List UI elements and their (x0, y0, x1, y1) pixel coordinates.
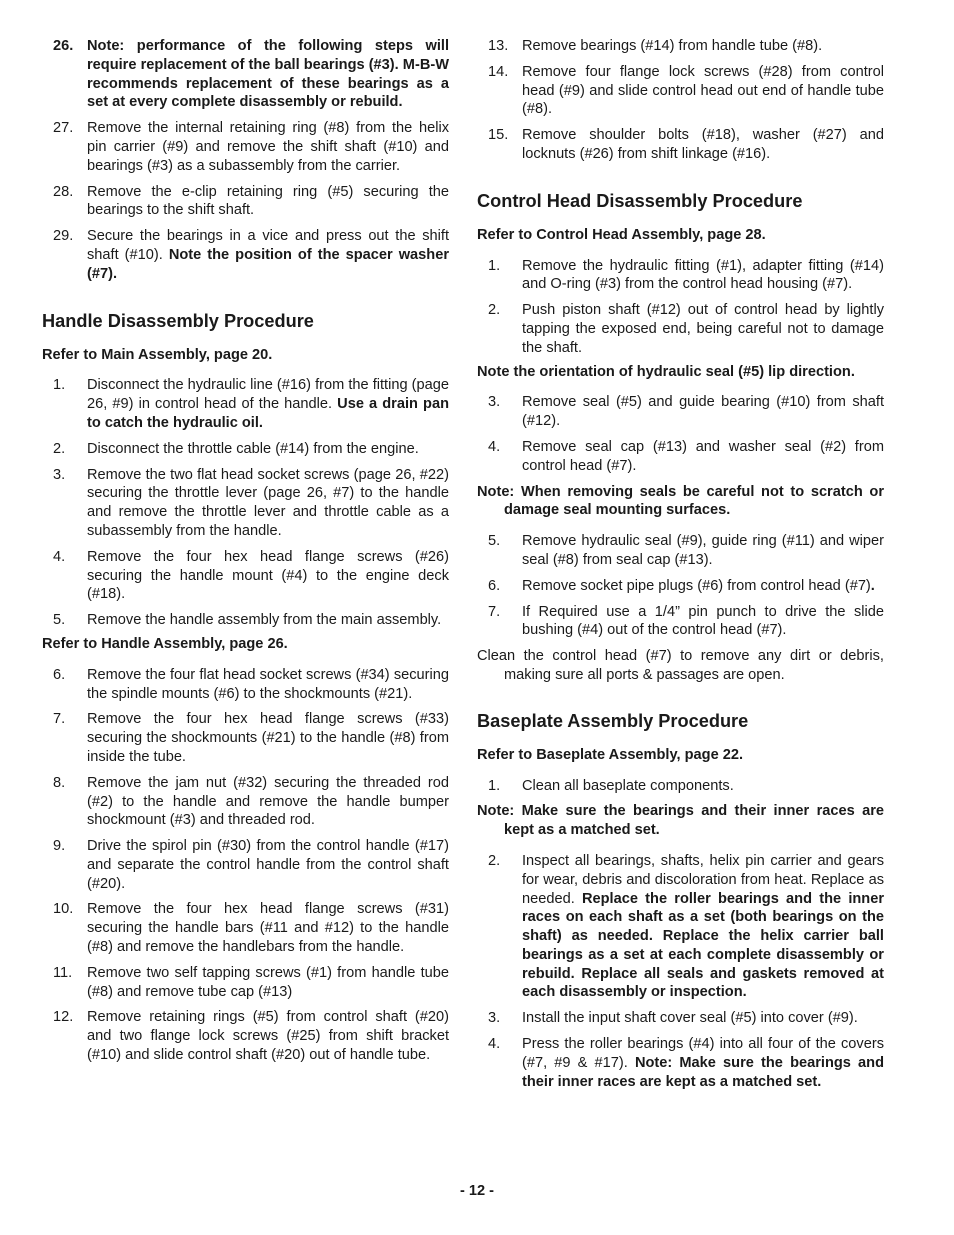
step-text-part: Remove the internal retaining ring (#8) from the helix pin carrier (#9) and remove the shift shaft (#10) and bearings (#3) as a subassembly from the carrier. (87, 120, 449, 174)
step-text-part: Remove the four flat head socket screws (#34) securing the spindle mounts (#6) to the shockmounts (#21). (87, 666, 449, 702)
step-text-part: Drive the spirol pin (#30) from the control handle (#17) and separate the control handle from the control shaft (#20). (87, 838, 449, 892)
step-text (87, 37, 449, 112)
step-text-part: . (870, 577, 875, 594)
step-item (477, 37, 884, 56)
note-bearings: Note: Make sure the bearings and their inner races are kept as a matched set. (477, 803, 884, 839)
step-item (477, 393, 884, 431)
step-number: 3. (488, 394, 501, 411)
step-text-part: Remove bearings (#14) from handle tube (#8). (522, 38, 823, 54)
step-item (42, 964, 449, 1002)
step-item (477, 126, 884, 164)
step-text (87, 119, 449, 175)
step-number: 13. (488, 38, 509, 54)
control-list-a (477, 257, 884, 358)
note-orientation: Note the orientation of hydraulic seal (#5) lip direction. (477, 363, 855, 380)
step-number: 8. (53, 774, 66, 791)
step-text (87, 548, 449, 604)
control-head-heading: Control Head Disassembly Procedure (477, 190, 803, 211)
step-text-part: Remove the handle assembly from the main assembly. (87, 612, 442, 629)
step-text (87, 183, 449, 221)
step-number: 1. (488, 257, 501, 274)
step-number: 7. (488, 603, 501, 620)
step-text (522, 603, 884, 641)
step-number: 11. (53, 964, 73, 981)
step-text (522, 1009, 884, 1028)
step-text (522, 577, 884, 596)
step-text-part: Note: Make sure the bearings and their inner races are kept as a matched set. (522, 1054, 884, 1090)
note-seals: Note: When removing seals be careful not to scratch or damage seal mounting surfaces. (477, 483, 884, 519)
step-number: 1. (53, 377, 66, 394)
step-item (477, 1035, 884, 1091)
step-text (522, 852, 884, 1002)
handle-main-list (42, 376, 449, 630)
step-item (42, 611, 449, 630)
step-item (42, 440, 449, 459)
handle-disassembly-heading: Handle Disassembly Procedure (42, 310, 314, 331)
step-item (42, 466, 449, 541)
step-item (42, 119, 449, 175)
step-text-part: Secure the bearings in a vice and press out the shift shaft (#10). (87, 228, 449, 263)
step-item (42, 666, 449, 704)
page-number: - 12 - (459, 1183, 495, 1199)
step-number: 27. (53, 120, 74, 137)
step-number: 7. (53, 711, 66, 728)
step-text-part: Use a drain pan to catch the hydraulic oil. (87, 396, 449, 431)
step-text (87, 964, 449, 1002)
step-text-part: Remove seal (#5) and guide bearing (#10) from shaft (#12). (522, 394, 884, 430)
step-text (522, 301, 884, 357)
step-text-part: Disconnect the throttle cable (#14) from the engine. (87, 440, 419, 457)
step-number: 26. (53, 38, 74, 54)
ref-main-assembly: Refer to Main Assembly, page 20. (42, 346, 273, 363)
step-item (42, 376, 449, 432)
step-text (522, 438, 884, 476)
step-text (522, 1035, 884, 1091)
step-number: 1. (488, 777, 501, 794)
left-column (42, 37, 449, 1072)
baseplate-list-b (477, 852, 884, 1092)
control-list-c (477, 532, 884, 640)
step-number: 6. (488, 577, 501, 594)
step-number: 2. (53, 440, 66, 457)
step-number: 3. (488, 1010, 501, 1027)
step-number: 5. (488, 533, 501, 550)
step-text-part: Remove socket pipe plugs (#6) from control head (#7) (522, 577, 871, 594)
step-number: 15. (488, 127, 509, 144)
step-text (522, 532, 884, 570)
step-text (522, 37, 884, 56)
step-text (87, 466, 449, 541)
step-item (477, 438, 884, 476)
step-number: 5. (53, 612, 66, 629)
step-item (42, 37, 449, 112)
step-number: 6. (53, 666, 66, 683)
ref-baseplate: Refer to Baseplate Assembly, page 22. (477, 746, 744, 763)
left-top-list (42, 37, 449, 284)
clean-control-head-text: Clean the control head (#7) to remove any dirt or debris, making sure all ports & passages are open. (477, 648, 884, 683)
step-item (42, 774, 449, 830)
step-item (42, 900, 449, 956)
step-text-part: Remove the four hex head flange screws (#33) securing the shockmounts (#21) to the handle (#8) from inside the tube. (87, 711, 449, 765)
step-item (477, 301, 884, 357)
step-item (42, 183, 449, 221)
step-number: 4. (488, 438, 501, 455)
step-text-part: Push piston shaft (#12) out of control head by lightly tapping the exposed end, being careful not to damage the shaft. (522, 302, 884, 356)
step-text-part: Remove retaining rings (#5) from control shaft (#20) and two flange lock screws (#25) from shift bracket (#10) and slide control shaft (#20) out of handle tube. (87, 1009, 449, 1064)
step-text (87, 900, 449, 956)
step-number: 3. (53, 466, 66, 483)
step-text-part: Remove the e-clip retaining ring (#5) securing the bearings to the shift shaft. (87, 183, 449, 219)
step-text-part: Clean all baseplate components. (522, 777, 734, 794)
right-top-list (477, 37, 884, 164)
step-item (477, 577, 884, 596)
step-number: 28. (53, 183, 74, 200)
baseplate-heading: Baseplate Assembly Procedure (477, 710, 749, 731)
baseplate-list-a (477, 777, 884, 796)
handle-steps-list (42, 666, 449, 1065)
step-text-part: Remove seal cap (#13) and washer seal (#2) from control head (#7). (522, 438, 884, 474)
step-number: 4. (53, 548, 66, 565)
step-text-part: Replace the roller bearings and the inner races on each shaft as a set (both bearings on the shaft) as needed. Replace the helix carrier ball bearings as a set at each complete disassembly or rebuild. Replace all seals and gaskets removed at each disassembly or inspection. (522, 890, 884, 1001)
ref-handle-assembly: Refer to Handle Assembly, page 26. (42, 635, 288, 652)
step-text (522, 63, 884, 119)
step-text-part: Install the input shaft cover seal (#5) into cover (#9). (522, 1010, 858, 1027)
step-text (522, 777, 884, 796)
step-text-part: Press the roller bearings (#4) into all four of the covers (#7, #9 & #17). (522, 1036, 884, 1071)
step-item (477, 532, 884, 570)
step-text (522, 257, 884, 295)
step-text-part: Remove four flange lock screws (#28) from control head (#9) and slide control head out end of handle tube (#8). (522, 63, 884, 118)
step-item (42, 710, 449, 766)
step-text-part: Remove the jam nut (#32) securing the threaded rod (#2) to the handle and remove the handle bumper shockmount (#3) and threaded rod. (87, 774, 449, 829)
step-number: 14. (488, 63, 509, 80)
step-text-part: If Required use a 1/4” pin punch to drive the slide bushing (#4) out of the control head (#7). (522, 603, 884, 639)
step-number: 4. (488, 1036, 501, 1053)
ref-control-head: Refer to Control Head Assembly, page 28. (477, 226, 766, 243)
step-text-part: Remove two self tapping screws (#1) from handle tube (#8) and remove tube cap (#13) (87, 964, 449, 1000)
step-text-part: Remove the four hex head flange screws (#26) securing the handle mount (#4) to the engine deck (#18). (87, 548, 449, 603)
step-text (87, 774, 449, 830)
step-item (477, 257, 884, 295)
step-text-part: Remove hydraulic seal (#9), guide ring (#11) and wiper seal (#8) from seal cap (#13). (522, 533, 884, 568)
step-number: 29. (53, 228, 74, 245)
step-text (87, 611, 449, 630)
control-list-b (477, 393, 884, 475)
step-text-part: Remove the two flat head socket screws (page 26, #22) securing the throttle lever (page 26, #7) to the handle and remove the throttle lever and throttle cable as a subassembly from the handle. (87, 466, 449, 539)
step-text (87, 837, 449, 893)
step-item (42, 1008, 449, 1064)
step-text (522, 126, 884, 164)
step-text-part: Note the position of the spacer washer (#7). (87, 246, 449, 282)
step-text (522, 393, 884, 431)
step-item (477, 63, 884, 119)
step-item (477, 777, 884, 796)
step-text (87, 227, 449, 283)
step-item (42, 548, 449, 604)
step-text (87, 440, 449, 459)
step-text-part: Note: performance of the following steps will require replacement of the ball bearings (#3). M-B-W recommends replacement of these bearings as a set at every complete disassembly or rebuild. (87, 38, 449, 111)
step-item (477, 852, 884, 1002)
step-text (87, 710, 449, 766)
step-number: 10. (53, 901, 74, 918)
step-text-part: Remove the hydraulic fitting (#1), adapter fitting (#14) and O-ring (#3) from the control head housing (#7). (522, 257, 884, 293)
step-item (477, 1009, 884, 1028)
step-item (477, 603, 884, 641)
step-number: 12. (53, 1009, 74, 1026)
step-text (87, 666, 449, 704)
step-item (42, 837, 449, 893)
step-number: 2. (488, 852, 501, 869)
step-text-part: Disconnect the hydraulic line (#16) from the fitting (page 26, #9) in control head of the handle. (87, 377, 449, 413)
step-text-part: Remove the four hex head flange screws (#31) securing the handle bars (#11 and #12) to the handle (#8) and remove the handlebars from the handle. (87, 901, 449, 956)
right-column (477, 37, 884, 1098)
step-number: 2. (488, 302, 501, 319)
step-text (87, 376, 449, 432)
step-text-part: Remove shoulder bolts (#18), washer (#27) and locknuts (#26) from shift linkage (#16). (522, 127, 884, 162)
step-item (42, 227, 449, 283)
step-number: 9. (53, 838, 66, 855)
step-text-part: Inspect all bearings, shafts, helix pin carrier and gears for wear, debris and discoloration from heat. Replace as needed. (522, 852, 884, 907)
step-text (87, 1008, 449, 1064)
